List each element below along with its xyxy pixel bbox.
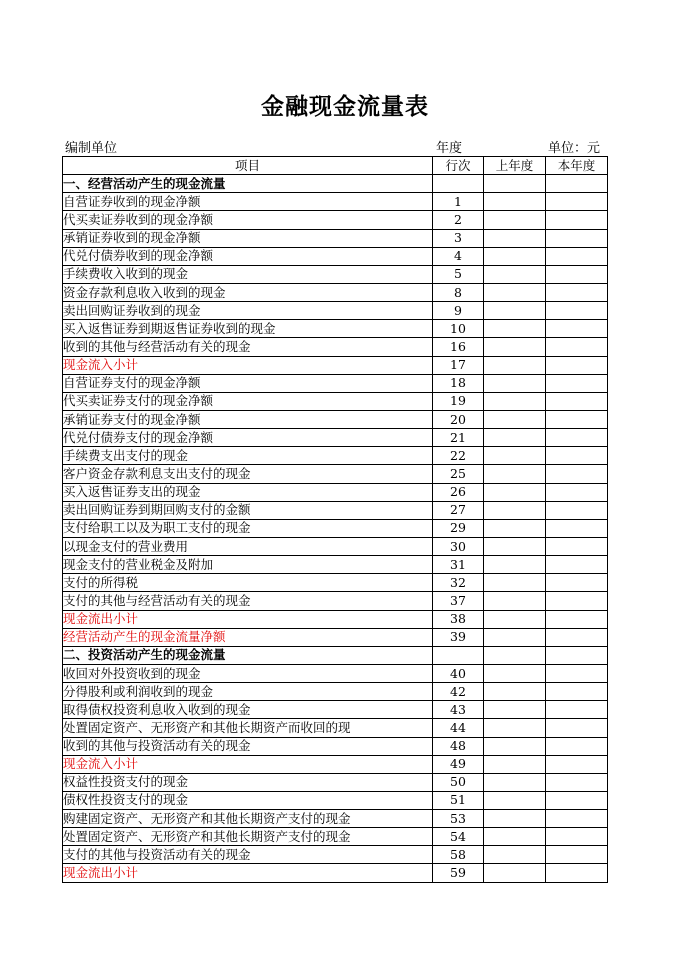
fiscal-year-label: 年度 <box>436 141 463 156</box>
row-label: 经营活动产生的现金流量净额 <box>63 628 433 646</box>
prev-year-cell[interactable] <box>484 501 546 519</box>
row-number: 21 <box>433 429 484 447</box>
prev-year-cell[interactable] <box>484 537 546 555</box>
table-row <box>63 447 608 465</box>
table-row <box>63 302 608 320</box>
this-year-cell[interactable] <box>546 556 608 574</box>
preparer-unit-label: 编制单位 <box>65 141 118 156</box>
this-year-cell[interactable] <box>546 302 608 320</box>
prev-year-cell[interactable] <box>484 701 546 719</box>
row-label: 自营证券支付的现金净额 <box>63 374 433 392</box>
this-year-cell[interactable] <box>546 229 608 247</box>
this-year-cell[interactable] <box>546 719 608 737</box>
table-row <box>63 247 608 265</box>
subtotal-row <box>63 356 608 374</box>
row-number: 26 <box>433 483 484 501</box>
prev-year-cell[interactable] <box>484 447 546 465</box>
table-row <box>63 283 608 301</box>
row-number: 18 <box>433 374 484 392</box>
row-label: 客户资金存款利息支出支付的现金 <box>63 465 433 483</box>
row-number: 9 <box>433 302 484 320</box>
section-header-row <box>63 175 608 193</box>
row-label: 现金流入小计 <box>63 755 433 773</box>
row-number: 1 <box>433 193 484 211</box>
prev-year-cell[interactable] <box>484 846 546 864</box>
row-number: 49 <box>433 755 484 773</box>
prev-year-cell[interactable] <box>484 592 546 610</box>
prev-year-cell[interactable] <box>484 193 546 211</box>
this-year-cell[interactable] <box>546 810 608 828</box>
row-number: 37 <box>433 592 484 610</box>
table-row <box>63 392 608 410</box>
row-number: 39 <box>433 628 484 646</box>
row-number: 3 <box>433 229 484 247</box>
row-label: 一、经营活动产生的现金流量 <box>63 175 433 193</box>
row-number: 48 <box>433 737 484 755</box>
prev-year-cell[interactable] <box>484 229 546 247</box>
table-row <box>63 773 608 791</box>
prev-year-cell[interactable] <box>484 211 546 229</box>
prev-year-cell[interactable] <box>484 683 546 701</box>
row-number: 30 <box>433 537 484 555</box>
prev-year-cell[interactable] <box>484 574 546 592</box>
prev-year-cell[interactable] <box>484 773 546 791</box>
prev-year-cell[interactable] <box>484 483 546 501</box>
table-row <box>63 574 608 592</box>
row-label: 分得股利或利润收到的现金 <box>63 683 433 701</box>
row-number <box>433 175 484 193</box>
prev-year-cell[interactable] <box>484 864 546 882</box>
subtotal-row <box>63 755 608 773</box>
row-number: 8 <box>433 283 484 301</box>
this-year-cell[interactable] <box>546 374 608 392</box>
net-total-row <box>63 628 608 646</box>
header-prev-year: 上年度 <box>484 157 546 175</box>
prev-year-cell[interactable] <box>484 556 546 574</box>
row-number: 16 <box>433 338 484 356</box>
row-label: 支付的其他与经营活动有关的现金 <box>63 592 433 610</box>
row-label: 收到的其他与经营活动有关的现金 <box>63 338 433 356</box>
prev-year-cell[interactable] <box>484 646 546 664</box>
row-label: 购建固定资产、无形资产和其他长期资产支付的现金 <box>63 810 433 828</box>
prev-year-cell[interactable] <box>484 519 546 537</box>
table-row <box>63 592 608 610</box>
table-row <box>63 320 608 338</box>
this-year-cell[interactable] <box>546 447 608 465</box>
prev-year-cell[interactable] <box>484 737 546 755</box>
row-number: 31 <box>433 556 484 574</box>
this-year-cell[interactable] <box>546 338 608 356</box>
row-number: 17 <box>433 356 484 374</box>
row-label: 承销证券支付的现金净额 <box>63 410 433 428</box>
this-year-cell[interactable] <box>546 193 608 211</box>
row-number: 53 <box>433 810 484 828</box>
prev-year-cell[interactable] <box>484 265 546 283</box>
section-header-row <box>63 646 608 664</box>
row-number: 19 <box>433 392 484 410</box>
prev-year-cell[interactable] <box>484 465 546 483</box>
this-year-cell[interactable] <box>546 664 608 682</box>
table-row <box>63 701 608 719</box>
table-row <box>63 537 608 555</box>
table-row <box>63 828 608 846</box>
row-number: 50 <box>433 773 484 791</box>
table-row <box>63 846 608 864</box>
row-label: 代买卖证券支付的现金净额 <box>63 392 433 410</box>
table-row <box>63 683 608 701</box>
prev-year-cell[interactable] <box>484 410 546 428</box>
row-number: 51 <box>433 791 484 809</box>
row-label: 收回对外投资收到的现金 <box>63 664 433 682</box>
row-label: 代兑付债券支付的现金净额 <box>63 429 433 447</box>
row-label: 现金流入小计 <box>63 356 433 374</box>
this-year-cell[interactable] <box>546 574 608 592</box>
table-row <box>63 556 608 574</box>
this-year-cell[interactable] <box>546 465 608 483</box>
subtotal-row <box>63 864 608 882</box>
this-year-cell[interactable] <box>546 247 608 265</box>
row-label: 以现金支付的营业费用 <box>63 537 433 555</box>
row-number: 43 <box>433 701 484 719</box>
row-label: 资金存款利息收入收到的现金 <box>63 283 433 301</box>
row-label: 支付的所得税 <box>63 574 433 592</box>
row-number: 2 <box>433 211 484 229</box>
prev-year-cell[interactable] <box>484 374 546 392</box>
prev-year-cell[interactable] <box>484 247 546 265</box>
this-year-cell[interactable] <box>546 610 608 628</box>
this-year-cell[interactable] <box>546 683 608 701</box>
prev-year-cell[interactable] <box>484 356 546 374</box>
prev-year-cell[interactable] <box>484 828 546 846</box>
this-year-cell[interactable] <box>546 791 608 809</box>
report-title: 金融现金流量表 <box>261 94 429 120</box>
prev-year-cell[interactable] <box>484 810 546 828</box>
row-label: 代兑付债券收到的现金净额 <box>63 247 433 265</box>
this-year-cell[interactable] <box>546 537 608 555</box>
table-row <box>63 791 608 809</box>
prev-year-cell[interactable] <box>484 429 546 447</box>
table-row <box>63 483 608 501</box>
row-number: 10 <box>433 320 484 338</box>
prev-year-cell[interactable] <box>484 628 546 646</box>
this-year-cell[interactable] <box>546 410 608 428</box>
row-label: 卖出回购证券到期回购支付的金额 <box>63 501 433 519</box>
table-row <box>63 719 608 737</box>
this-year-cell[interactable] <box>546 701 608 719</box>
row-number: 22 <box>433 447 484 465</box>
this-year-cell[interactable] <box>546 828 608 846</box>
this-year-cell[interactable] <box>546 392 608 410</box>
row-label: 支付给职工以及为职工支付的现金 <box>63 519 433 537</box>
this-year-cell[interactable] <box>546 646 608 664</box>
row-number: 27 <box>433 501 484 519</box>
table-row <box>63 519 608 537</box>
row-number: 20 <box>433 410 484 428</box>
this-year-cell[interactable] <box>546 773 608 791</box>
row-number: 38 <box>433 610 484 628</box>
prev-year-cell[interactable] <box>484 302 546 320</box>
prev-year-cell[interactable] <box>484 320 546 338</box>
row-label: 卖出回购证券收到的现金 <box>63 302 433 320</box>
header-this-year: 本年度 <box>546 157 608 175</box>
table-row <box>63 465 608 483</box>
header-row-no: 行次 <box>433 157 484 175</box>
row-label: 现金流出小计 <box>63 610 433 628</box>
row-label: 手续费收入收到的现金 <box>63 265 433 283</box>
this-year-cell[interactable] <box>546 265 608 283</box>
row-label: 取得债权投资利息收入收到的现金 <box>63 701 433 719</box>
row-number: 42 <box>433 683 484 701</box>
this-year-cell[interactable] <box>546 755 608 773</box>
this-year-cell[interactable] <box>546 175 608 193</box>
row-label: 收到的其他与投资活动有关的现金 <box>63 737 433 755</box>
row-label: 二、投资活动产生的现金流量 <box>63 646 433 664</box>
row-number: 5 <box>433 265 484 283</box>
row-label: 自营证券收到的现金净额 <box>63 193 433 211</box>
this-year-cell[interactable] <box>546 501 608 519</box>
row-label: 处置固定资产、无形资产和其他长期资产而收回的现 <box>63 719 433 737</box>
row-label: 承销证券收到的现金净额 <box>63 229 433 247</box>
row-label: 代买卖证券收到的现金净额 <box>63 211 433 229</box>
row-number: 54 <box>433 828 484 846</box>
table-row <box>63 229 608 247</box>
subtotal-row <box>63 610 608 628</box>
prev-year-cell[interactable] <box>484 392 546 410</box>
table-row <box>63 193 608 211</box>
table-row <box>63 374 608 392</box>
prev-year-cell[interactable] <box>484 610 546 628</box>
row-label: 支付的其他与投资活动有关的现金 <box>63 846 433 864</box>
cash-flow-table <box>62 156 608 883</box>
table-row <box>63 429 608 447</box>
this-year-cell[interactable] <box>546 737 608 755</box>
table-row <box>63 501 608 519</box>
prev-year-cell[interactable] <box>484 755 546 773</box>
table-row <box>63 664 608 682</box>
this-year-cell[interactable] <box>546 846 608 864</box>
cash-flow-table-body <box>63 157 608 883</box>
row-label: 买入返售证券到期返售证券收到的现金 <box>63 320 433 338</box>
prev-year-cell[interactable] <box>484 664 546 682</box>
table-row <box>63 410 608 428</box>
this-year-cell[interactable] <box>546 628 608 646</box>
row-label: 处置固定资产、无形资产和其他长期资产支付的现金 <box>63 828 433 846</box>
table-row <box>63 338 608 356</box>
table-row <box>63 265 608 283</box>
row-number: 44 <box>433 719 484 737</box>
row-number: 25 <box>433 465 484 483</box>
table-row <box>63 810 608 828</box>
row-number: 58 <box>433 846 484 864</box>
table-header-row <box>63 157 608 175</box>
this-year-cell[interactable] <box>546 592 608 610</box>
this-year-cell[interactable] <box>546 429 608 447</box>
row-number: 29 <box>433 519 484 537</box>
row-label: 现金流出小计 <box>63 864 433 882</box>
table-row <box>63 211 608 229</box>
prev-year-cell[interactable] <box>484 283 546 301</box>
this-year-cell[interactable] <box>546 864 608 882</box>
this-year-cell[interactable] <box>546 320 608 338</box>
this-year-cell[interactable] <box>546 519 608 537</box>
prev-year-cell[interactable] <box>484 791 546 809</box>
header-item: 项目 <box>63 157 433 175</box>
this-year-cell[interactable] <box>546 356 608 374</box>
prev-year-cell[interactable] <box>484 719 546 737</box>
table-row <box>63 737 608 755</box>
row-label: 买入返售证券支出的现金 <box>63 483 433 501</box>
row-label: 债权性投资支付的现金 <box>63 791 433 809</box>
this-year-cell[interactable] <box>546 283 608 301</box>
row-number: 40 <box>433 664 484 682</box>
row-number: 4 <box>433 247 484 265</box>
row-label: 现金支付的营业税金及附加 <box>63 556 433 574</box>
prev-year-cell[interactable] <box>484 338 546 356</box>
currency-unit-label: 单位：元 <box>548 141 601 156</box>
row-number: 59 <box>433 864 484 882</box>
this-year-cell[interactable] <box>546 211 608 229</box>
row-number: 32 <box>433 574 484 592</box>
row-label: 权益性投资支付的现金 <box>63 773 433 791</box>
prev-year-cell[interactable] <box>484 175 546 193</box>
row-label: 手续费支出支付的现金 <box>63 447 433 465</box>
this-year-cell[interactable] <box>546 483 608 501</box>
row-number <box>433 646 484 664</box>
